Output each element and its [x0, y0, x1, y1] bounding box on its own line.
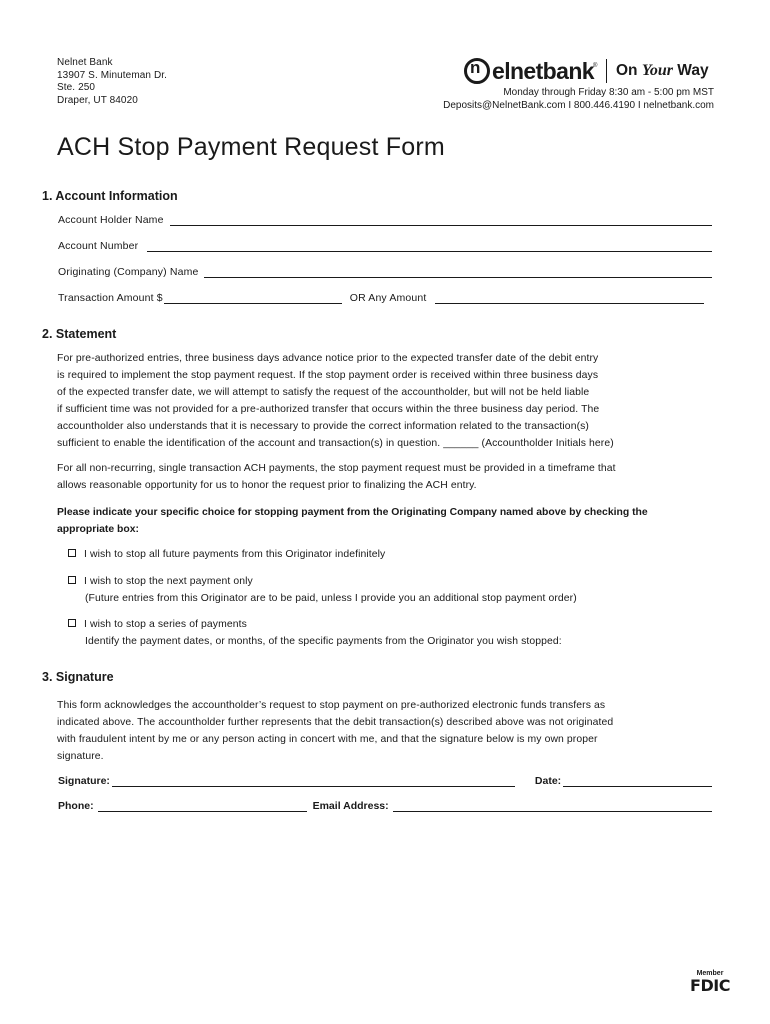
address-line: Ste. 250 — [57, 82, 96, 94]
option-label: I wish to stop the next payment only — [84, 576, 253, 587]
fdic-member-text: Member — [696, 970, 724, 977]
statement-paragraph — [57, 350, 717, 452]
choice-instruction — [57, 504, 717, 538]
paragraph-line: indicated above. The accountholder further represents that the debit transaction(s) described above was not originated — [57, 717, 614, 728]
any-amount-line[interactable] — [435, 294, 704, 304]
paragraph-line: For pre-authorized entries, three business days advance notice prior to the expected transfer date of the debit entry — [57, 353, 599, 364]
contact-info — [443, 87, 714, 113]
transaction-amount-line[interactable] — [164, 294, 342, 304]
paragraph-line: For all non-recurring, single transaction ACH payments, the stop payment request must be provided in a timeframe that — [57, 463, 616, 474]
tagline-emphasis: Your — [641, 62, 673, 79]
date-label: Date: — [534, 775, 562, 787]
option-stop-all-future — [68, 546, 385, 563]
logo-divider — [606, 59, 607, 83]
field-label: Account Holder Name — [58, 214, 164, 226]
option-note: Identify the payment dates, or months, of the specific payments from the Originator you wish stopped: — [85, 636, 562, 647]
tagline-prefix: On — [616, 62, 642, 79]
business-hours: Monday through Friday 8:30 am - 5:00 pm MST — [503, 87, 714, 98]
fdic-member-logo — [690, 970, 730, 994]
phone-line[interactable] — [98, 802, 307, 812]
option-stop-series — [68, 616, 562, 650]
paragraph-line: appropriate box: — [57, 524, 139, 535]
signature-date-row — [58, 775, 712, 787]
paragraph-line: accountholder also understands that it is necessary to provide the correct information related to the transaction(s) — [57, 421, 589, 432]
email-line[interactable] — [393, 802, 712, 812]
address-line: Draper, UT 84020 — [57, 94, 138, 106]
tagline-suffix: Way — [672, 62, 709, 79]
account-holder-name-field — [58, 214, 712, 226]
paragraph-line: is required to implement the stop payment request. If the stop payment order is received within three business days — [57, 370, 599, 381]
stop-next-payment-checkbox[interactable] — [68, 576, 76, 584]
stop-all-future-checkbox[interactable] — [68, 549, 76, 557]
paragraph-line: allows reasonable opportunity for us to honor the request prior to finalizing the ACH entry. — [57, 480, 477, 491]
address-line: 13907 S. Minuteman Dr. — [57, 69, 168, 81]
paragraph-line: of the expected transfer date, we will attempt to satisfy the request of the accountholder, but will not be held liable — [57, 387, 590, 398]
registered-mark: ® — [593, 63, 598, 69]
section-heading-statement: 2. Statement — [42, 327, 117, 341]
phone-email-row — [58, 800, 712, 812]
logo-wordmark: elnetbank — [492, 58, 594, 84]
account-number-line[interactable] — [147, 242, 712, 252]
address-line: Nelnet Bank — [57, 57, 113, 68]
paragraph-line: Please indicate your specific choice for stopping payment from the Originating Company named above by checking the — [57, 507, 648, 518]
signature-label: Signature: — [58, 775, 110, 787]
paragraph-line: if sufficient time was not provided for a pre-authorized transfer that occurs within the three business day period. The — [57, 404, 600, 415]
date-line[interactable] — [563, 777, 712, 787]
transaction-amount-field — [58, 292, 704, 304]
non-recurring-paragraph — [57, 460, 717, 494]
tagline — [616, 61, 709, 81]
option-stop-next-payment — [68, 573, 577, 607]
paragraph-line: with fraudulent intent by me or any person acting in concert with me, and that the signature below is my own proper — [57, 734, 598, 745]
section-heading-account-information: 1. Account Information — [42, 189, 178, 203]
originating-company-field — [58, 266, 712, 278]
option-label: I wish to stop a series of payments — [84, 619, 247, 630]
paragraph-line: sufficient to enable the identification of the account and transaction(s) in question. ______ (Accountholder Initials here) — [57, 438, 614, 449]
page-title: ACH Stop Payment Request Form — [57, 133, 445, 161]
option-label: I wish to stop all future payments from this Originator indefinitely — [84, 549, 386, 560]
stop-series-checkbox[interactable] — [68, 619, 76, 627]
field-label: Transaction Amount $ — [58, 292, 163, 304]
paragraph-line: This form acknowledges the accountholder’s request to stop payment on pre-authorized electronic funds transfers as — [57, 700, 606, 711]
option-note: (Future entries from this Originator are to be paid, unless I provide you an additional stop payment order) — [85, 593, 577, 604]
nelnetbank-logo — [462, 57, 717, 85]
field-label: OR Any Amount — [349, 292, 427, 304]
fdic-text: FDIC — [690, 976, 730, 995]
email-label: Email Address: — [312, 800, 389, 812]
logo-n-glyph: n — [470, 58, 481, 77]
account-holder-name-line[interactable] — [170, 216, 712, 226]
section-heading-signature: 3. Signature — [42, 670, 114, 684]
field-label: Originating (Company) Name — [58, 266, 199, 278]
phone-label: Phone: — [58, 800, 94, 812]
bank-address — [57, 57, 167, 107]
account-number-field — [58, 240, 712, 252]
originating-company-line[interactable] — [204, 268, 712, 278]
signature-line[interactable] — [112, 777, 515, 787]
contact-details: Deposits@NelnetBank.com I 800.446.4190 I nelnetbank.com — [443, 99, 714, 111]
paragraph-line: signature. — [57, 751, 104, 762]
field-label: Account Number — [58, 240, 139, 252]
acknowledgement-paragraph — [57, 697, 717, 765]
